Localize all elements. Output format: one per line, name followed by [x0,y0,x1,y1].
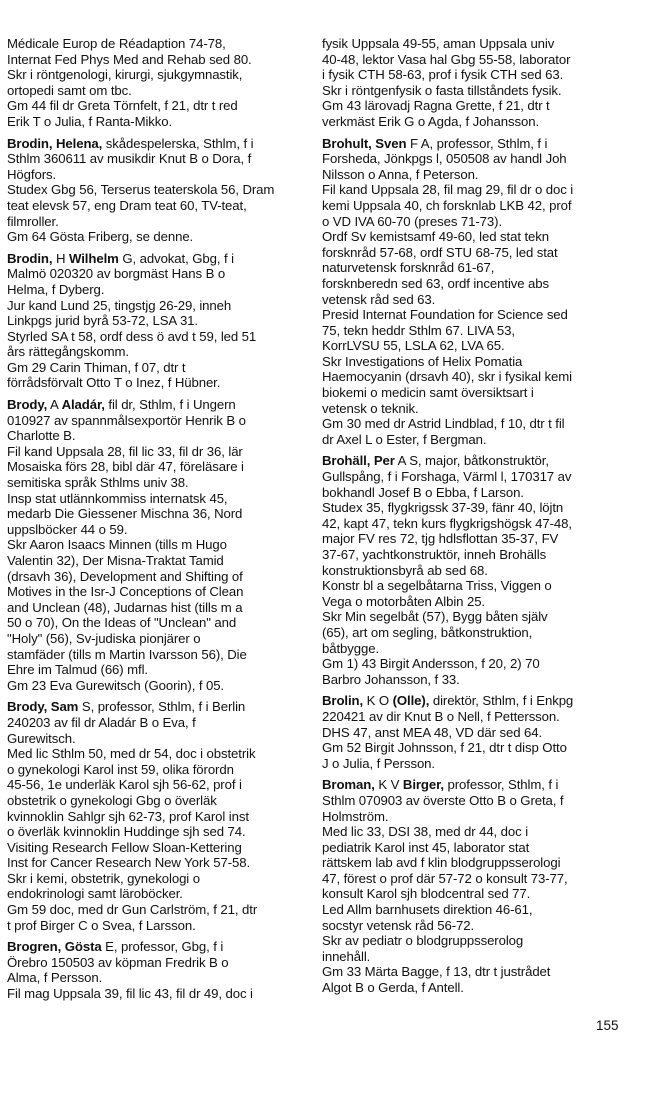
text-line: Gm 30 med dr Astrid Lindblad, f 10, dtr t fil [322,416,565,432]
text-line: konsult Karol sjh blodcentral sed 77. [322,886,531,902]
text-line: (65), art om segling, båtkonstruktion, [322,624,533,640]
text-line: socstyr vetensk råd 56-72. [322,917,475,933]
text-line: obstetrik o gynekologi Gbg o överläk [7,792,217,808]
text-line: Skr i röntgenfysik o fasta tillståndets fysik. [322,82,562,98]
text-line: Forsheda, Jönkpgs l, 050508 av handl Joh [322,151,567,167]
name-bold: Aladár, [61,397,105,413]
text-line: Ordf Sv kemistsamf 49-60, led stat tekn [322,229,549,245]
text-line: Haemocyanin (drsavh 40), skr i fysikal kemi [322,369,573,385]
surname: Brodin, [7,250,53,266]
name-bold: Brody, Sam [7,699,79,715]
text-line: 37-67, yachtkonstruktör, inneh Brohälls [322,547,547,562]
bio-entry [322,36,634,130]
surname: Broman, [322,777,375,793]
entry-heading [322,136,634,152]
text-line: Gm 59 doc, med dr Gun Carlström, f 21, dtr [7,902,258,918]
text-line: Insp stat utlännkommiss internatsk 45, [7,490,228,506]
text-line: Gm 33 Märta Bagge, f 13, dtr t justrådet [322,964,551,980]
text-line: Örebro 150503 av köpman Fredrik B o [7,954,229,970]
text-line: Algot B o Gerda, f Antell. [322,980,464,996]
text-line: Högfors. [7,166,57,182]
text-line: Skr Min segelbåt (57), Bygg båten själv [322,609,548,625]
text-line: Ehre im Talmud (66) mfl. [7,662,148,678]
initials: H [52,250,70,266]
text-line: Sthlm 070903 av överste Otto B o Greta, f [322,792,564,808]
text-line: Med lic Sthlm 50, med dr 54, doc i obstetrik [7,746,256,762]
text-line: Gullspång, f i Forshaga, Värml l, 170317 av [322,469,572,485]
text-line: Styrled SA t 58, ordf dess ö avd t 59, led 51 [7,328,257,344]
name-bold: Brogren, Gösta [7,939,102,955]
name-bold: Brohäll, Per [322,453,395,469]
text-line: 240203 av fil dr Aladár B o Eva, f [7,714,196,730]
text-line: Gm 23 Eva Gurewitsch (Goorin), f 05. [7,677,225,693]
entry-heading [7,251,312,267]
text-line: fysik Uppsala 49-55, aman Uppsala univ [322,36,555,51]
text-line: Fil mag Uppsala 39, fil lic 43, fil dr 49, doc i [7,986,253,1002]
text-line: forsknråd 57-68, ordf STU 68-75, led stat [322,244,558,260]
text-line: 45-56, 1e underläk Karol sjh 56-62, prof i [7,777,242,793]
initials: K O [363,693,393,709]
heading-rest: A S, major, båtkonstruktör, [394,453,549,469]
text-line: 010927 av spannmålsexportör Henrik B o [7,412,246,428]
text-line: 47, förest o prof där 57-72 o konsult 73-77, [322,870,568,886]
bio-entry [322,777,634,995]
name-bold: Brodin, Helena, [7,135,103,151]
text-line: Gm 29 Carin Thiman, f 07, dtr t [7,359,186,375]
text-line: stamfäder (tills m Martin Ivarsson 56), Die [7,646,247,662]
name-bold: Birger, [402,777,444,793]
text-line: Skr Investigations of Helix Pomatia [322,353,523,369]
text-line: kvinnoklin Sahlgr sjh 62-73, prof Karol inst [7,808,249,824]
text-line: Vega o motorbåten Albin 25. [322,593,485,609]
bio-entry [7,251,312,391]
name-bold: (Olle), [392,693,430,709]
text-line: Erik T o Julia, f Ranta-Mikko. [7,113,173,129]
name-bold: Brohult, Sven [322,135,407,151]
text-line: Motives in the Isr-J Conceptions of Clean [7,584,244,600]
text-line: förrådsförvalt Otto T o Inez, f Hübner. [7,375,221,391]
text-line: Fil kand Uppsala 28, fil mag 29, fil dr o doc i [322,182,574,198]
text-line: Valentin 32), Der Misna-Traktat Tamid [7,553,224,568]
text-line: Linkpgs jurid byrå 53-72, LSA 31. [7,313,198,329]
heading-rest: fil dr, Sthlm, f i Ungern [104,397,236,413]
text-line: 220421 av dir Knut B o Nell, f Pettersson. [322,708,560,724]
text-line: båtbygge. [322,640,380,656]
text-line: Led Allm barnhusets direktion 46-61, [322,902,533,918]
text-line: Gm 64 Gösta Friberg, se denne. [7,229,194,245]
initials: K V [374,777,403,793]
text-line: Studex 35, flygkrigssk 37-39, fänr 40, löjtn [322,500,564,516]
text-line: KorrLVSU 55, LSLA 62, LVA 65. [322,338,505,354]
name-bold: Wilhelm [69,250,119,266]
heading-rest: skådespelerska, Sthlm, f i [102,135,254,151]
text-line: innehåll. [322,948,371,964]
text-line: års rättegångskomm. [7,344,129,360]
text-line: o VD IVA 60-70 (preses 71-73). [322,213,503,229]
text-line: Skr av pediatr o blodgruppsserolog [322,933,524,949]
heading-rest: direktör, Sthlm, f i Enkpg [429,693,574,709]
text-line: dr Axel L o Ester, f Bergman. [322,431,487,447]
text-line: bokhandl Josef B o Ebba, f Larson. [322,484,524,500]
text-line: Skr i röntgenologi, kirurgi, sjukgymnastik, [7,67,243,83]
text-line: Mosaiska förs 28, bibl där 47, föreläsare i [7,459,244,475]
text-line: Fil kand Uppsala 28, fil lic 33, fil dr 36, lär [7,443,243,459]
page-number: 155 [596,1018,619,1033]
bio-entry [322,453,634,687]
entry-heading [322,693,634,709]
text-line: 40-48, lektor Vasa hal Gbg 55-58, laborator [322,51,571,67]
text-line: Gm 52 Birgit Johnsson, f 21, dtr t disp Otto [322,740,567,756]
bio-entry [7,36,312,130]
bio-entry [322,693,634,771]
text-line: Médicale Europ de Réadaption 74-78, [7,36,226,51]
text-line: konstruktionsbyrå ab sed 68. [322,562,488,578]
text-line: t prof Birger C o Svea, f Larsson. [7,917,196,933]
text-line: ortopedi samt om tbc. [7,82,132,98]
heading-rest: E, professor, Gbg, f i [101,939,224,955]
text-line: i fysik CTH 58-63, prof i fysik CTH sed 63. [322,67,564,83]
text-line: Visiting Research Fellow Sloan-Kettering [7,839,242,855]
text-line: "Holy" (56), Sv-judiska pionjärer o [7,630,201,646]
text-line: Konstr bl a segelbåtarna Triss, Viggen o [322,578,552,594]
text-line: Internat Fed Phys Med and Rehab sed 80. [7,51,252,67]
heading-rest: G, advokat, Gbg, f i [118,250,234,266]
text-line: naturvetensk forsknråd 61-67, [322,260,495,276]
heading-rest: F A, professor, Sthlm, f i [406,135,548,151]
text-line: vetensk råd sed 63. [322,291,436,307]
bio-entry [7,397,312,693]
text-line: Gm 44 fil dr Greta Törnfelt, f 21, dtr t red [7,98,238,114]
text-line: rättskem lab avd f klin blodgruppsserologi [322,855,561,871]
entry-heading [7,136,312,152]
surname: Brody, [7,397,48,413]
text-line: verkmäst Erik G o Agda, f Johansson. [322,113,540,129]
text-line: Gurewitsch. [7,730,76,746]
bio-entry [7,699,312,933]
text-line: 50 o 70), On the Ideas of "Unclean" and [7,615,237,631]
heading-rest: S, professor, Sthlm, f i Berlin [78,699,246,715]
entry-heading [322,777,634,793]
entry-heading [322,453,634,469]
text-line: biokemi o medicin samt översiktsart i [322,385,534,401]
text-line: 42, kapt 47, tekn kurs flygkrigshögsk 47-48, [322,515,572,531]
text-line: pediatrik Karol inst 45, laborator stat [322,839,530,855]
bio-entry [7,939,312,1001]
heading-rest: professor, Sthlm, f i [443,777,559,793]
text-line: Barbro Johansson, f 33. [322,671,460,687]
text-line: Charlotte B. [7,428,76,444]
text-line: semitiska språk Sthlms univ 38. [7,475,189,491]
text-line: Jur kand Lund 25, tingstjg 26-29, inneh [7,297,232,313]
text-line: DHS 47, anst MEA 48, VD där sed 64. [322,724,543,740]
text-line: Studex Gbg 56, Terserus teaterskola 56, Dram [7,182,275,198]
text-line: vetensk o teknik. [322,400,419,416]
entry-heading [7,939,312,955]
bio-entry [7,136,312,245]
text-line: uppslböcker 44 o 59. [7,521,128,537]
text-line: major FV res 72, tjg hdlsflottan 35-37, FV [322,531,559,547]
text-line: filmroller. [7,213,59,229]
text-line: teat elevsk 57, eng Dram teat 60, TV-teat, [7,197,247,213]
initials: A [47,397,62,413]
entry-heading [7,699,312,715]
text-line: Gm 1) 43 Birgit Andersson, f 20, 2) 70 [322,656,540,672]
text-line: Malmö 020320 av borgmäst Hans B o [7,266,226,282]
left-column [7,36,312,1008]
bio-entry [322,136,634,448]
text-line: Inst for Cancer Research New York 57-58. [7,855,251,871]
text-line: J o Julia, f Persson. [322,755,435,771]
text-line: Skr Aaron Isaacs Minnen (tills m Hugo [7,537,227,553]
right-column [322,36,634,1002]
text-line: Gm 43 lärovadj Ragna Grette, f 21, dtr t [322,98,550,114]
surname: Brolin, [322,693,364,709]
text-line: Skr i kemi, obstetrik, gynekologi o [7,870,200,886]
text-line: (drsavh 36), Development and Shifting of [7,568,243,584]
text-line: and Unclean (48), Judarnas hist (tills m a [7,599,243,615]
text-line: Med lic 33, DSI 38, med dr 44, doc i [322,824,529,840]
text-line: Alma, f Persson. [7,970,103,986]
text-line: Helma, f Dyberg. [7,281,105,297]
text-line: medarb Die Giessener Mischna 36, Nord [7,506,243,522]
text-line: o överläk kvinnoklin Huddinge sjh sed 74. [7,824,246,840]
text-line: Holmström. [322,808,389,824]
text-line: endokrinologi samt läroböcker. [7,886,183,902]
text-line: Nilsson o Anna, f Peterson. [322,166,479,182]
text-line: Sthlm 360611 av musikdir Knut B o Dora, f [7,151,252,167]
text-line: kemi Uppsala 40, ch forsknlab LKB 42, prof [322,197,572,213]
text-line: o gynekologi Karol inst 59, olika förordn [7,761,234,777]
text-line: Presid Internat Foundation for Science sed [322,307,568,323]
text-line: forsknberedn sed 63, ordf incentive abs [322,275,550,291]
entry-heading [7,397,312,413]
text-line: 75, tekn heddr Sthlm 67. LIVA 53, [322,322,515,338]
